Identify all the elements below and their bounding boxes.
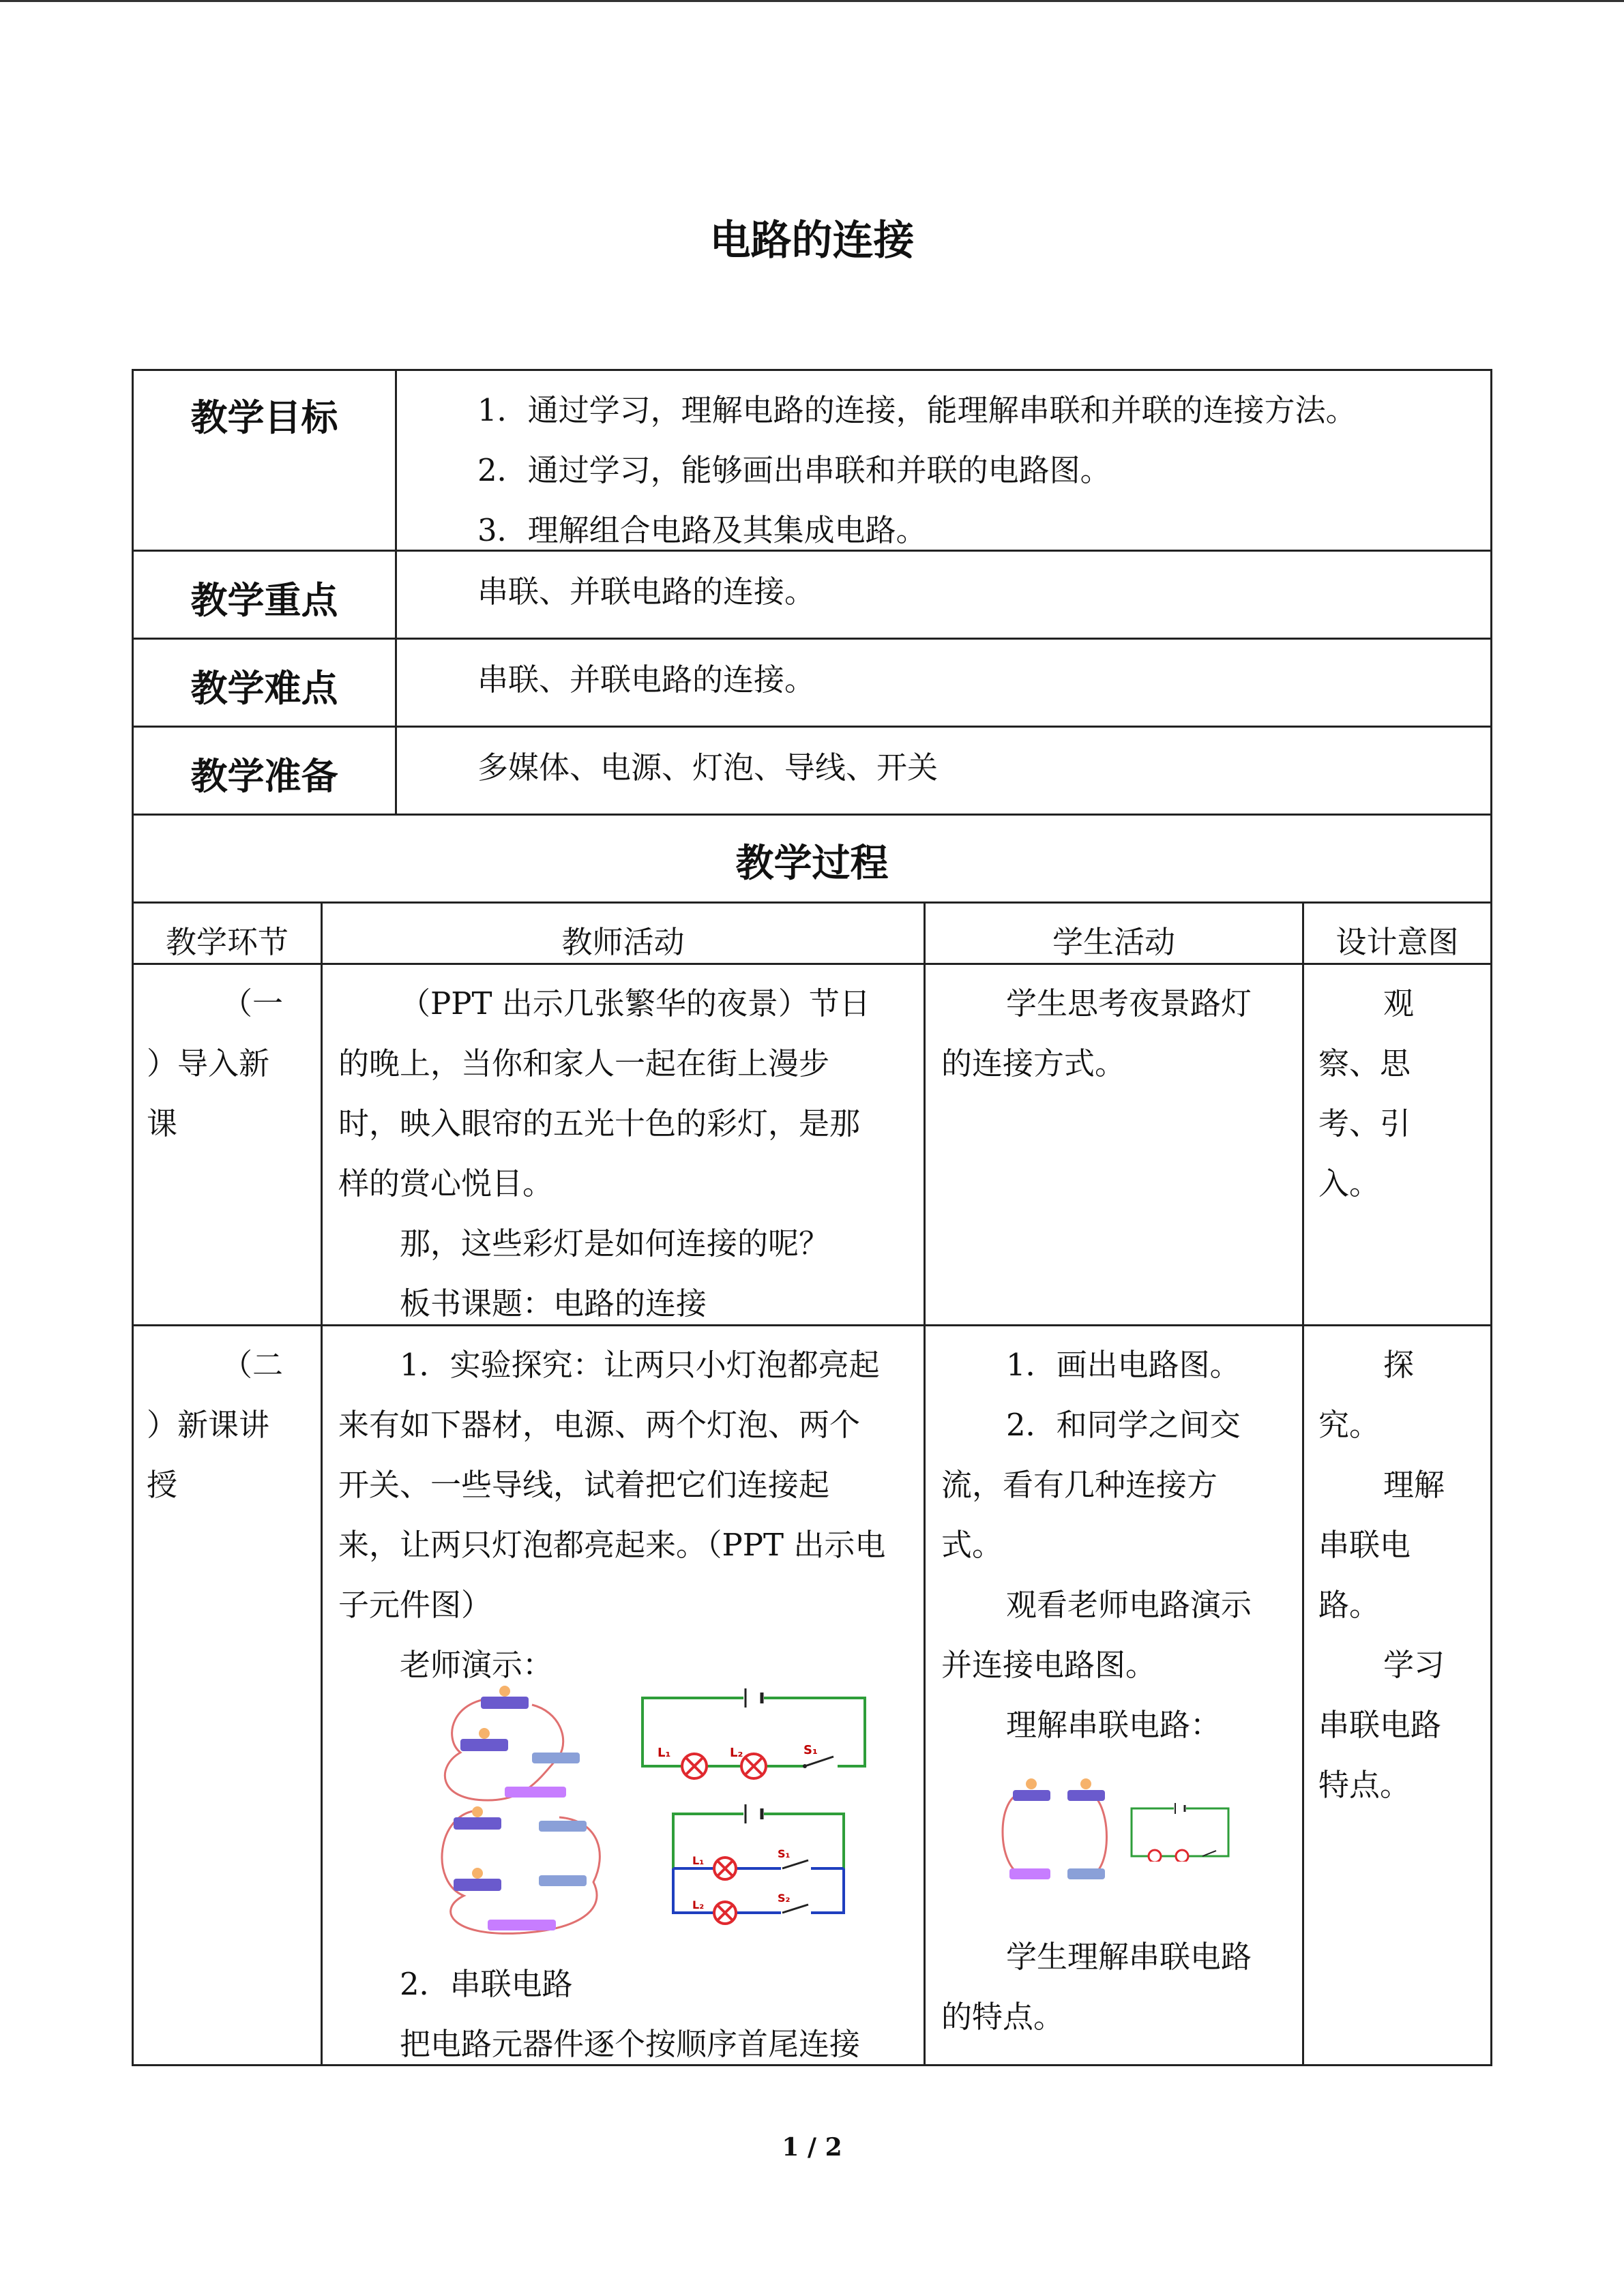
row2-teacher-bottom: 2．串联电路 把电路元器件逐个按顺序首尾连接 — [400, 1966, 861, 2062]
objective-item: 1．通过学习，理解电路的连接，能理解串联和并联的连接方法。 — [477, 392, 1357, 428]
svg-text:L₁: L₁ — [658, 1746, 671, 1760]
row1-intent: 观 察、思 考、引 入。 — [1318, 985, 1415, 1202]
student-series-wiring-image — [996, 1766, 1119, 1889]
svg-text:S₂: S₂ — [778, 1892, 791, 1905]
svg-text:L₂: L₂ — [692, 1898, 705, 1911]
header-student: 学生活动 — [1052, 924, 1175, 960]
row2-student-bottom: 学生理解串联电路 的特点。 — [941, 1939, 1252, 2035]
preparation-label: 教学准备 — [190, 755, 338, 798]
process-title: 教学过程 — [735, 841, 889, 886]
page-title: 电路的连接 — [709, 217, 915, 265]
series-circuit-diagram — [634, 1684, 873, 1787]
svg-text:L₁: L₁ — [692, 1854, 705, 1867]
row2-student-top: 1．画出电路图。 2．和同学之间交 流，看有几种连接方 式。 观看老师电路演示 并连接电路图。 理解串联电路： — [941, 1347, 1252, 1743]
page-top-edge — [0, 0, 1624, 2]
objective-item: 3．理解组合电路及其集成电路。 — [477, 512, 927, 548]
row2-intent: 探 究。 理解 串联电 路。 学习 串联电路 特点。 — [1318, 1347, 1445, 1803]
difficulties-text: 串联、并联电路的连接。 — [477, 661, 816, 698]
row2-teacher-top: 1．实验探究：让两只小灯泡都亮起 来有如下器材，电源、两个灯泡、两个 开关、一些导线，试着把它们连接起 来，让两只灯泡都亮起来。（PPT 出示电 子元件图） 老师演示： — [338, 1347, 886, 1683]
row1-student: 学生思考夜景路灯 的连接方式。 — [941, 985, 1252, 1082]
header-stage: 教学环节 — [165, 924, 289, 960]
parallel-circuit-diagram — [665, 1800, 856, 1930]
header-teacher: 教师活动 — [561, 924, 685, 960]
svg-text:L₂: L₂ — [730, 1746, 743, 1760]
lamp-holder-icon — [454, 1686, 587, 1930]
svg-text:S₁: S₁ — [803, 1743, 818, 1757]
header-intent: 设计意图 — [1335, 924, 1459, 960]
key-points-text: 串联、并联电路的连接。 — [477, 573, 816, 610]
objectives-label: 教学目标 — [190, 396, 338, 439]
teacher-demo-wiring-image — [423, 1684, 621, 1937]
svg-text:S₁: S₁ — [778, 1847, 791, 1860]
student-series-circuit-diagram — [1129, 1800, 1231, 1862]
key-points-label: 教学重点 — [190, 579, 338, 622]
difficulties-label: 教学难点 — [190, 667, 338, 710]
page-number: 1 / 2 — [782, 2133, 842, 2162]
row1-teacher: （PPT 出示几张繁华的夜景）节日 的晚上，当你和家人一起在街上漫步 时，映入眼帘的五光十色的彩灯，是那 样的赏心悦目。 那，这些彩灯是如何连接的呢？ 板书课题：电路的连接 — [338, 985, 870, 1322]
preparation-text: 多媒体、电源、灯泡、导线、开关 — [477, 749, 939, 786]
objective-item: 2．通过学习，能够画出串联和并联的电路图。 — [477, 452, 1111, 488]
row1-stage: （一 ）导入新 课 — [147, 985, 284, 1142]
row2-stage: （二 ）新课讲 授 — [147, 1347, 284, 1503]
